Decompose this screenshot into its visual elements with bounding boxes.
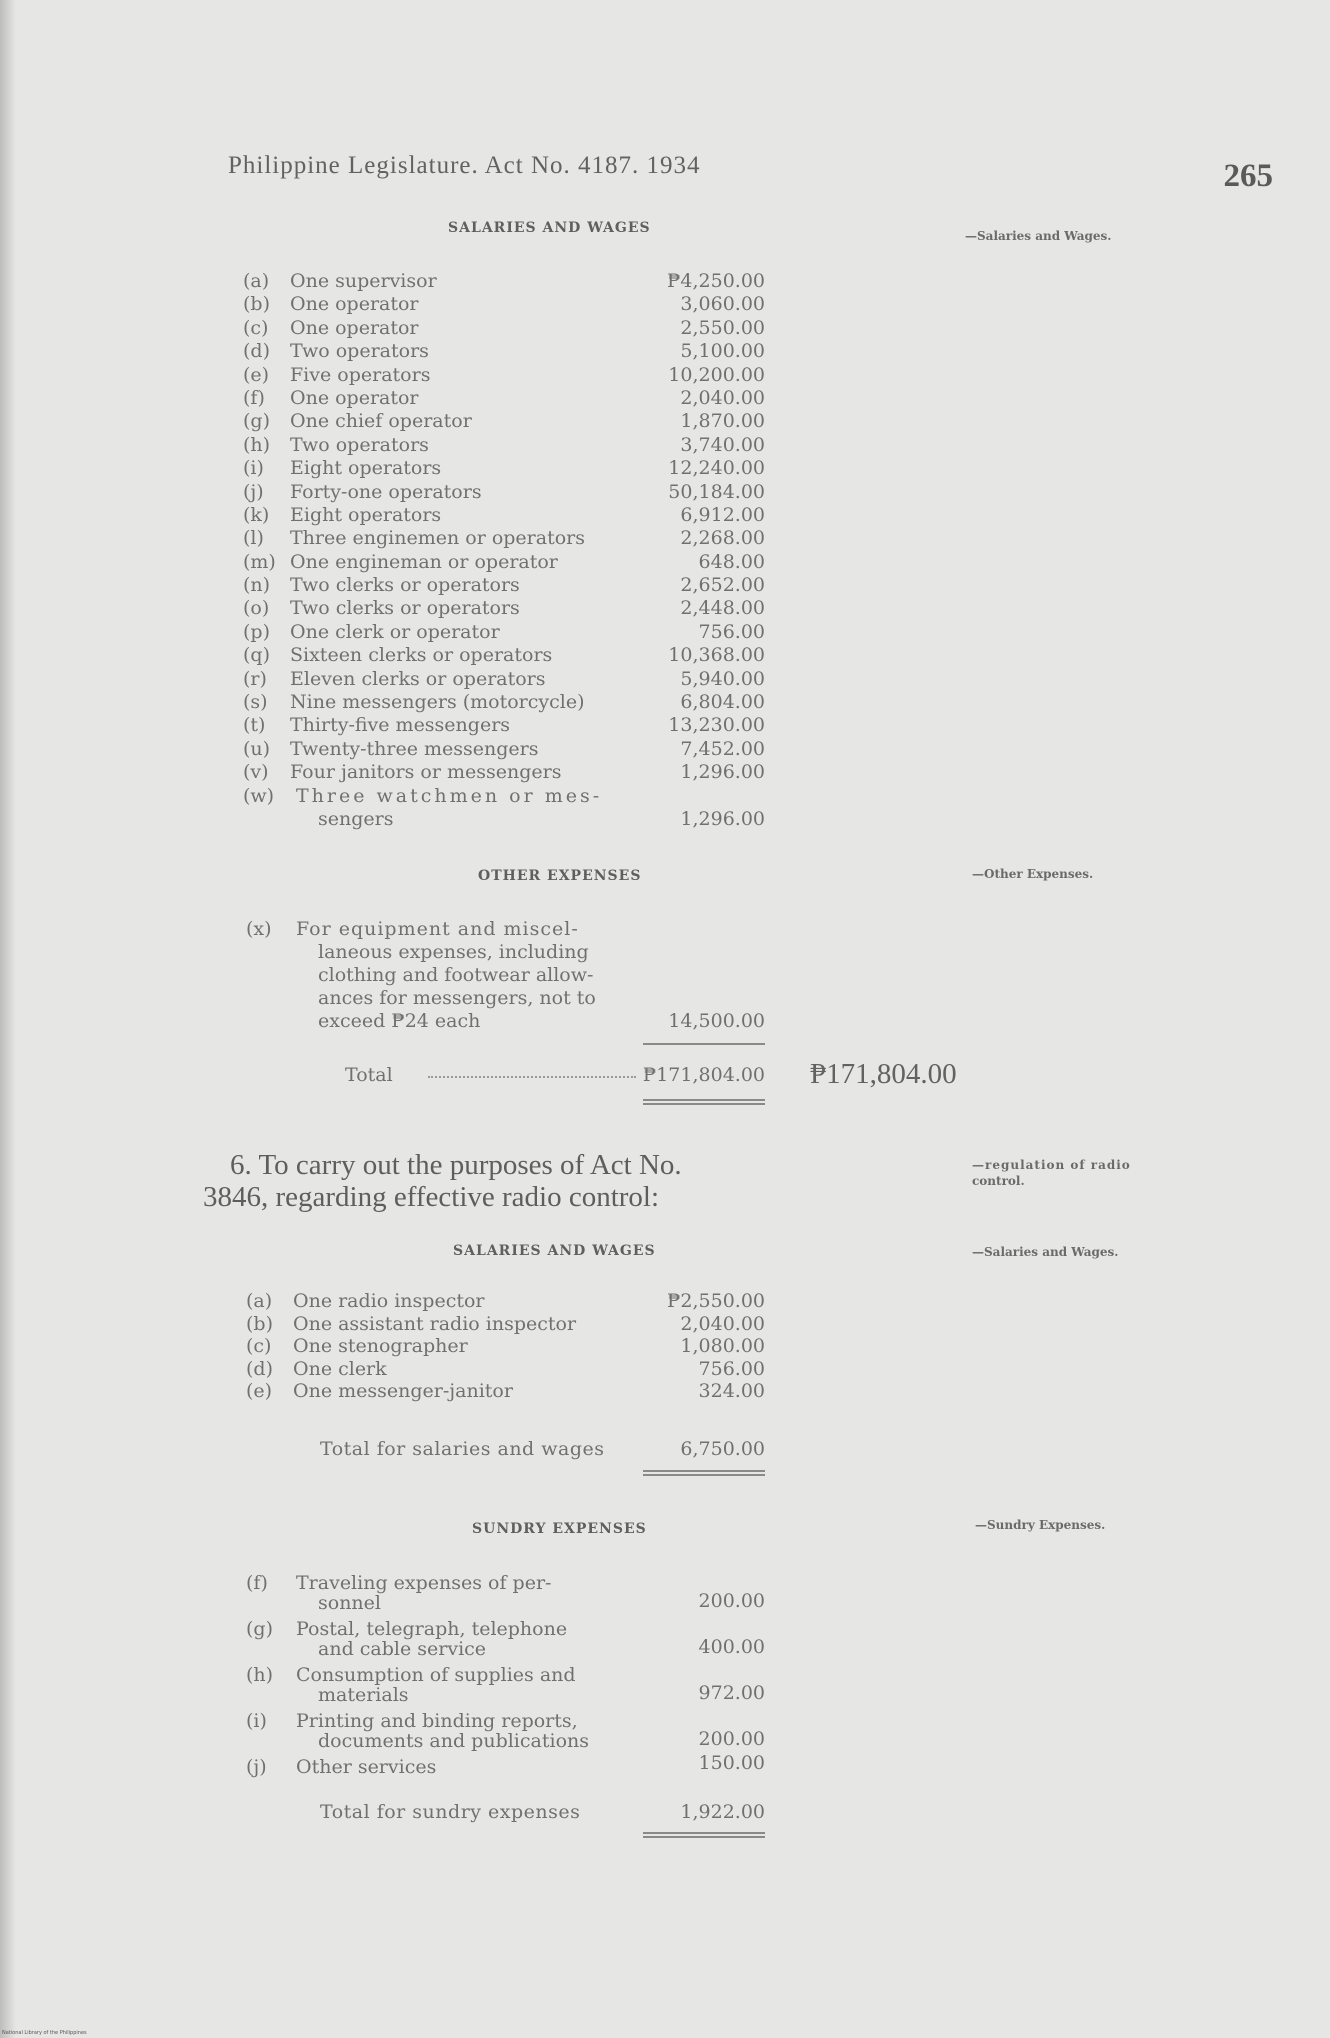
row-amount: 2,550.00 [680,316,765,339]
section-heading-other: OTHER EXPENSES [478,868,642,884]
sundry-item-text-cont: documents and publications [318,1730,589,1752]
row-label: (g) [243,410,270,433]
row-label: (k) [243,503,270,526]
other-label: (x) [246,918,272,940]
table-row [246,1290,765,1313]
row-label: (e) [246,1380,273,1402]
row-label: (a) [246,1290,273,1312]
row-amount: 2,040.00 [680,386,765,409]
side-note-salaries-2: —Salaries and Wages. [972,1245,1119,1259]
row-amount: 648.00 [698,550,765,573]
sundry-item-label: (g) [246,1618,273,1640]
row-amount: 756.00 [698,1357,765,1380]
row-text: Nine messengers (motorcycle) [290,691,585,714]
row-label: (o) [243,597,270,620]
row-w-label: (w) [243,785,275,807]
sundry-item-amount: 200.00 [698,1728,765,1750]
sundry-item-text: Printing and binding reports, [296,1710,578,1732]
row-amount: 13,230.00 [668,714,765,737]
row-text: Eight operators [290,503,442,526]
table-row [246,1380,765,1403]
row-label: (h) [243,433,271,456]
table-row [243,457,765,480]
table-row [243,527,765,550]
sundry-item-text: Postal, telegraph, telephone [296,1618,568,1640]
row-label: (u) [243,737,271,760]
table-row [243,481,765,504]
row-text: One supervisor [290,270,437,292]
sundry-item-text-cont: sonnel [318,1592,381,1614]
other-description-line: exceed ₱24 each [318,1010,481,1032]
running-title: Philippine Legislature. Act No. 4187. 1934 [228,152,701,179]
section-heading-sundry: SUNDRY EXPENSES [472,1521,647,1537]
row-w-amount: 1,296.00 [680,808,765,830]
row-text: Five operators [290,363,431,386]
side-note-salaries: —Salaries and Wages. [965,229,1112,243]
row-label: (m) [243,550,276,573]
row-w-line2: sengers [318,808,394,830]
row-label: (t) [243,714,266,737]
row-label: (s) [243,691,268,714]
total-sundry-label: Total for sundry expenses [320,1801,581,1823]
row-label: (d) [243,340,270,363]
table-row [243,270,765,293]
sundry-item-text: Consumption of supplies and [296,1664,576,1686]
total-salaries-amount: 6,750.00 [680,1438,765,1460]
row-text: Eight operators [290,457,442,480]
row-amount: 6,804.00 [680,691,765,714]
sundry-item-amount: 972.00 [698,1682,765,1704]
table-row [243,738,765,761]
row-text: Two clerks or operators [290,574,520,597]
other-description-line: laneous expenses, including [318,941,589,963]
row-amount: 5,940.00 [680,667,765,690]
row-text: Sixteen clerks or operators [290,644,553,667]
table-row [243,597,765,620]
row-amount: 2,652.00 [680,574,765,597]
table-row [246,1335,765,1358]
section-heading-salaries-2: SALARIES AND WAGES [453,1243,656,1259]
table-row [243,574,765,597]
side-note-other: —Other Expenses. [972,867,1094,881]
total-salaries-double-rule [643,1470,765,1476]
table-row [243,410,765,433]
row-text: One chief operator [290,410,472,433]
row-text: One operator [290,316,419,339]
row-amount: 50,184.00 [668,480,765,503]
row-amount: 7,452.00 [680,737,765,760]
sundry-item-label: (f) [246,1572,268,1594]
sundry-item-text: Other services [296,1756,437,1778]
footer-credit: National Library of the Philippines [2,2030,87,2036]
table-row [243,293,765,316]
table-row [243,387,765,410]
sundry-item-label: (j) [246,1756,267,1778]
page-binding-shadow [0,0,16,2038]
row-label: (a) [243,270,270,292]
sundry-item-label: (i) [246,1710,267,1732]
row-text: Two operators [290,340,429,363]
sundry-item-amount: 150.00 [698,1752,765,1774]
table-row [243,364,765,387]
row-text: One operator [290,293,419,316]
other-description-line: For equipment and miscel- [296,918,579,940]
table-row [246,1313,765,1336]
row-amount: 6,912.00 [680,503,765,526]
table-row [243,761,765,784]
row-label: (p) [243,620,270,643]
row-amount: ₱4,250.00 [666,270,765,292]
table-row [243,644,765,667]
row-amount: 5,100.00 [680,340,765,363]
row-text: Eleven clerks or operators [290,667,546,690]
row-label: (n) [243,574,271,597]
total-label: Total [345,1064,393,1086]
row-text: Three enginemen or operators [290,527,585,550]
row-amount: 10,368.00 [668,644,765,667]
row-text: Thirty-five messengers [290,714,511,737]
row-amount: 3,060.00 [680,293,765,316]
row-label: (r) [243,667,267,690]
row-label: (c) [243,316,269,339]
total-leader [428,1076,636,1078]
total-salaries-label: Total for salaries and wages [320,1438,605,1460]
table-row [243,317,765,340]
row-amount: 1,870.00 [680,410,765,433]
page-number: 265 [1223,158,1273,194]
table-row [243,504,765,527]
table-row [243,551,765,574]
row-text: One stenographer [293,1335,468,1357]
row-text: Two clerks or operators [290,597,520,620]
total-sundry-double-rule [643,1832,765,1838]
side-note-radio-1: —regulation of radio [972,1158,1131,1172]
row-text: One operator [290,386,419,409]
row-text: Twenty-three messengers [290,737,539,760]
row-label: (v) [243,761,269,784]
row-text: Four janitors or messengers [290,761,562,784]
side-note-radio-2: control. [972,1174,1025,1188]
table-row [243,691,765,714]
item6-line1: 6. To carry out the purposes of Act No. [230,1149,682,1181]
total-double-rule [643,1099,765,1105]
sundry-item-amount: 200.00 [698,1590,765,1612]
row-amount: 1,080.00 [680,1335,765,1357]
row-text: One clerk or operator [290,620,500,643]
row-amount: 1,296.00 [680,761,765,784]
row-label: (b) [243,293,270,316]
row-amount: 10,200.00 [668,363,765,386]
item6-line2: 3846, regarding effective radio control: [203,1181,660,1213]
row-label: (c) [246,1335,272,1357]
row-label: (l) [243,527,264,550]
grand-total: ₱171,804.00 [810,1058,957,1090]
subtotal-rule [643,1043,765,1045]
row-amount: 3,740.00 [680,433,765,456]
total-sundry-amount: 1,922.00 [680,1801,765,1823]
row-amount: 12,240.00 [668,457,765,480]
salary-rows [243,270,765,785]
row-amount: ₱2,550.00 [666,1290,765,1312]
total-amount: ₱171,804.00 [642,1064,765,1086]
table-row [243,434,765,457]
other-description-line: clothing and footwear allow- [318,964,594,986]
row-amount: 324.00 [698,1380,765,1402]
side-note-sundry: —Sundry Expenses. [975,1518,1106,1532]
row-text: One messenger-janitor [293,1380,513,1402]
page-header [228,152,1273,194]
sundry-item-amount: 400.00 [698,1636,765,1658]
sundry-item-label: (h) [246,1664,274,1686]
salary-rows-2 [246,1290,765,1403]
row-amount: 2,448.00 [680,597,765,620]
row-amount: 2,268.00 [680,527,765,550]
row-label: (j) [243,480,264,503]
row-text: One clerk [293,1357,387,1380]
row-label: (b) [246,1312,273,1335]
row-label: (e) [243,363,270,386]
table-row [246,1358,765,1381]
row-text: Forty-one operators [290,480,482,503]
sundry-item-text: Traveling expenses of per- [296,1572,552,1594]
row-label: (d) [246,1357,273,1380]
other-description-line: ances for messengers, not to [318,987,596,1009]
row-amount: 756.00 [698,620,765,643]
table-row [243,714,765,737]
row-text: One engineman or operator [290,550,558,573]
row-amount: 2,040.00 [680,1312,765,1335]
row-label: (i) [243,457,264,480]
row-label: (q) [243,644,270,667]
table-row [243,621,765,644]
sundry-item-text-cont: and cable service [318,1638,487,1660]
sundry-item-text-cont: materials [318,1684,409,1706]
row-text: Two operators [290,433,429,456]
row-text: One radio inspector [293,1290,485,1312]
table-row [243,668,765,691]
row-w-line1: Three watchmen or mes- [296,785,603,807]
table-row [243,340,765,363]
section-heading-salaries: SALARIES AND WAGES [448,220,651,236]
row-text: One assistant radio inspector [293,1312,577,1335]
other-amount: 14,500.00 [668,1010,765,1032]
row-label: (f) [243,386,265,409]
